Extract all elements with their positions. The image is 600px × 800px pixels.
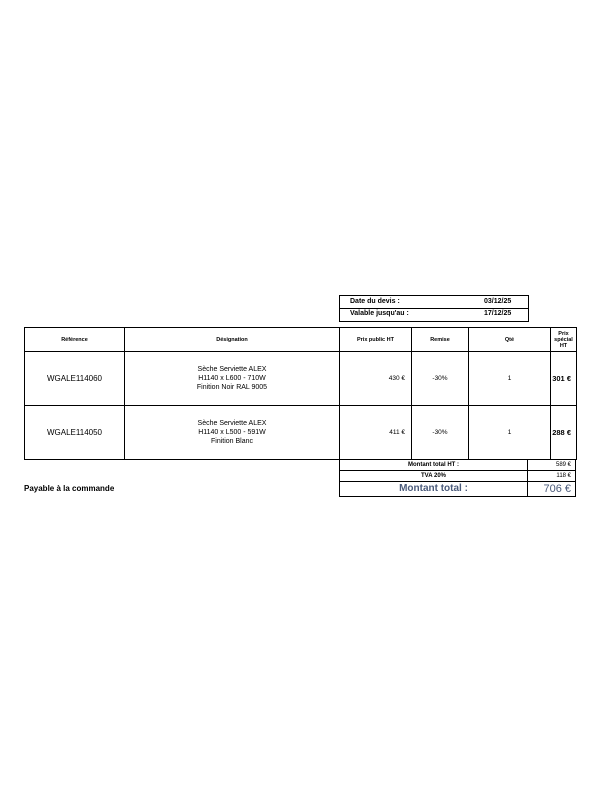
quote-date-value: 03/12/25 xyxy=(484,298,512,305)
row-reference: WGALE114050 xyxy=(25,406,125,460)
designation-line: H1140 x L600 - 710W xyxy=(198,375,266,382)
header-public-price: Prix public HT xyxy=(340,328,412,352)
header-quantity: Qté xyxy=(469,328,551,352)
header-designation: Désignation xyxy=(125,328,340,352)
valid-until-row xyxy=(340,308,528,320)
grand-total-label: Montant total : xyxy=(339,482,528,497)
quote-dates-box xyxy=(339,295,529,322)
header-reference: Référence xyxy=(25,328,125,352)
quote-table xyxy=(24,327,577,460)
designation-line: H1140 x L500 - 591W xyxy=(198,429,266,436)
subtotal-label: Montant total HT : xyxy=(339,460,528,471)
row-special-price: 288 € xyxy=(551,406,577,460)
row-reference: WGALE114060 xyxy=(25,352,125,406)
tax-value: 118 € xyxy=(528,471,576,482)
row-quantity: 1 xyxy=(469,352,551,406)
header-special-price: Prix spécial HT xyxy=(551,328,577,352)
designation-line: Sèche Serviette ALEX xyxy=(197,366,267,373)
valid-until-value: 17/12/25 xyxy=(484,310,512,317)
valid-until-label: Valable jusqu'au : xyxy=(350,310,409,317)
quote-date-row xyxy=(340,296,528,308)
row-designation xyxy=(125,352,340,406)
designation-line: Finition Blanc xyxy=(210,438,254,445)
table-header-row xyxy=(25,328,577,352)
row-discount: -30% xyxy=(412,406,469,460)
designation-line: Sèche Serviette ALEX xyxy=(197,420,267,427)
row-designation xyxy=(125,406,340,460)
row-quantity: 1 xyxy=(469,406,551,460)
row-public-price: 411 € xyxy=(340,406,412,460)
row-discount: -30% xyxy=(412,352,469,406)
tax-label: TVA 20% xyxy=(339,471,528,482)
designation-line: Finition Noir RAL 9005 xyxy=(196,384,268,391)
header-discount: Remise xyxy=(412,328,469,352)
row-public-price: 430 € xyxy=(340,352,412,406)
quote-date-label: Date du devis : xyxy=(350,298,400,305)
grand-total-value: 706 € xyxy=(528,482,576,497)
subtotal-value: 589 € xyxy=(528,460,576,471)
payment-note: Payable à la commande xyxy=(24,484,115,493)
totals-block xyxy=(339,460,576,497)
row-special-price: 301 € xyxy=(551,352,577,406)
table-row xyxy=(25,352,577,406)
table-row xyxy=(25,406,577,460)
